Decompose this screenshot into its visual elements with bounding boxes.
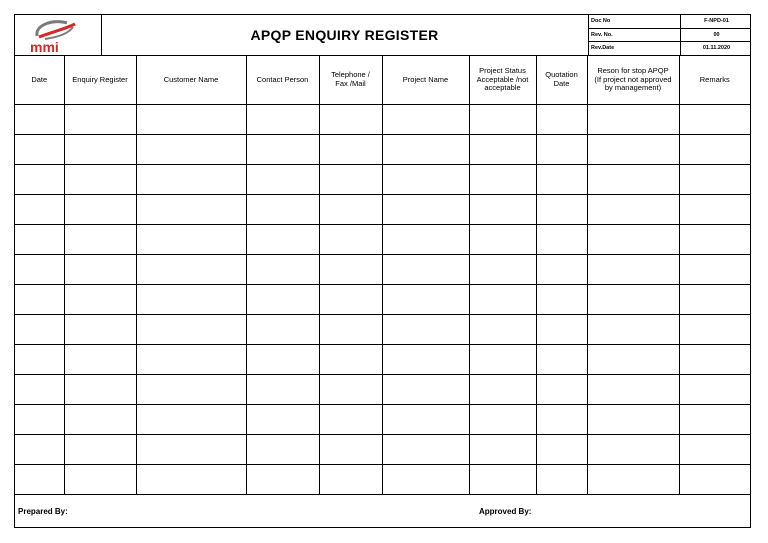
table-cell[interactable]	[382, 375, 469, 405]
table-cell[interactable]	[64, 165, 136, 195]
table-cell[interactable]	[15, 405, 64, 435]
table-row	[15, 465, 750, 495]
table-cell[interactable]	[679, 465, 750, 495]
table-cell[interactable]	[536, 195, 587, 225]
table-cell[interactable]	[319, 465, 382, 495]
table-cell[interactable]	[136, 375, 246, 405]
table-cell[interactable]	[382, 345, 469, 375]
table-cell[interactable]	[246, 435, 319, 465]
table-cell[interactable]	[319, 375, 382, 405]
table-cell[interactable]	[319, 285, 382, 315]
table-cell[interactable]	[136, 435, 246, 465]
table-cell[interactable]	[469, 225, 536, 255]
table-cell[interactable]	[382, 105, 469, 135]
company-logo	[15, 15, 102, 55]
table-row	[15, 165, 750, 195]
approved-by-label: Approved By:	[479, 507, 532, 516]
rev-date-value: 01.11.2020	[680, 42, 752, 55]
column-header-enquiry-register: Enquiry Register	[64, 56, 136, 105]
table-cell[interactable]	[15, 225, 64, 255]
table-row	[15, 135, 750, 165]
table-cell[interactable]	[15, 105, 64, 135]
mmi-logo-icon	[15, 15, 101, 55]
table-cell[interactable]	[469, 375, 536, 405]
table-cell[interactable]	[469, 405, 536, 435]
table-cell[interactable]	[319, 135, 382, 165]
table-cell[interactable]	[469, 165, 536, 195]
table-cell[interactable]	[136, 165, 246, 195]
table-cell[interactable]	[64, 195, 136, 225]
table-cell[interactable]	[64, 285, 136, 315]
doc-no-label: Doc No	[591, 18, 611, 24]
table-row	[15, 225, 750, 255]
table-cell[interactable]	[469, 255, 536, 285]
table-cell[interactable]	[64, 225, 136, 255]
table-cell[interactable]	[15, 195, 64, 225]
table-body	[15, 105, 750, 495]
table-cell[interactable]	[587, 375, 679, 405]
table-cell[interactable]	[469, 345, 536, 375]
table-cell[interactable]	[382, 195, 469, 225]
table-cell[interactable]	[246, 465, 319, 495]
table-cell[interactable]	[469, 135, 536, 165]
table-cell[interactable]	[587, 465, 679, 495]
table-cell[interactable]	[64, 435, 136, 465]
column-header-contact-person: Contact Person	[246, 56, 319, 105]
column-header-quotation-date: Quotation Date	[536, 56, 587, 105]
table-cell[interactable]	[536, 435, 587, 465]
table-cell[interactable]	[536, 375, 587, 405]
table-cell[interactable]	[469, 105, 536, 135]
column-header-project-name: Project Name	[382, 56, 469, 105]
table-cell[interactable]	[319, 105, 382, 135]
table-cell[interactable]	[319, 435, 382, 465]
table-cell[interactable]	[15, 375, 64, 405]
table-cell[interactable]	[587, 255, 679, 285]
table-cell[interactable]	[679, 315, 750, 345]
table-cell[interactable]	[679, 285, 750, 315]
table-row	[15, 315, 750, 345]
table-cell[interactable]	[536, 135, 587, 165]
table-cell[interactable]	[536, 465, 587, 495]
table-cell[interactable]	[136, 255, 246, 285]
table-cell[interactable]	[587, 435, 679, 465]
table-cell[interactable]	[136, 315, 246, 345]
table-header-row	[15, 56, 750, 105]
page-title: APQP ENQUIRY REGISTER	[250, 27, 439, 43]
table-cell[interactable]	[587, 165, 679, 195]
table-cell[interactable]	[15, 315, 64, 345]
table-cell[interactable]	[319, 225, 382, 255]
table-cell[interactable]	[536, 405, 587, 435]
table-cell[interactable]	[382, 255, 469, 285]
table-cell[interactable]	[15, 345, 64, 375]
table-cell[interactable]	[536, 225, 587, 255]
doc-no-row	[589, 15, 751, 28]
table-cell[interactable]	[136, 225, 246, 255]
table-cell[interactable]	[319, 195, 382, 225]
rev-date-row	[589, 41, 751, 55]
signature-footer	[15, 498, 750, 527]
table-cell[interactable]	[536, 105, 587, 135]
doc-no-value: F-NPD-01	[680, 15, 752, 28]
table-cell[interactable]	[679, 435, 750, 465]
enquiry-table	[15, 55, 750, 495]
table-cell[interactable]	[136, 405, 246, 435]
table-cell[interactable]	[587, 315, 679, 345]
table-cell[interactable]	[587, 405, 679, 435]
table-cell[interactable]	[136, 105, 246, 135]
table-cell[interactable]	[679, 135, 750, 165]
table-cell[interactable]	[319, 255, 382, 285]
table-cell[interactable]	[469, 465, 536, 495]
table-cell[interactable]	[64, 105, 136, 135]
table-cell[interactable]	[64, 135, 136, 165]
rev-no-value: 00	[680, 29, 752, 42]
table-cell[interactable]	[382, 465, 469, 495]
table-cell[interactable]	[15, 255, 64, 285]
table-cell[interactable]	[246, 195, 319, 225]
table-cell[interactable]	[15, 135, 64, 165]
table-cell[interactable]	[136, 345, 246, 375]
enquiry-register-sheet	[14, 14, 751, 528]
table-cell[interactable]	[319, 345, 382, 375]
table-cell[interactable]	[587, 105, 679, 135]
table-cell[interactable]	[319, 405, 382, 435]
table-cell[interactable]	[136, 285, 246, 315]
table-cell[interactable]	[64, 465, 136, 495]
table-cell[interactable]	[679, 375, 750, 405]
table-cell[interactable]	[382, 405, 469, 435]
column-header-remarks: Remarks	[679, 56, 750, 105]
column-header-customer-name: Customer Name	[136, 56, 246, 105]
table-cell[interactable]	[319, 165, 382, 195]
table-cell[interactable]	[64, 345, 136, 375]
table-cell[interactable]	[536, 345, 587, 375]
table-cell[interactable]	[136, 135, 246, 165]
table-cell[interactable]	[246, 135, 319, 165]
table-cell[interactable]	[679, 105, 750, 135]
table-cell[interactable]	[679, 225, 750, 255]
table-cell[interactable]	[382, 435, 469, 465]
table-cell[interactable]	[469, 315, 536, 345]
table-cell[interactable]	[15, 165, 64, 195]
table-cell[interactable]	[246, 255, 319, 285]
table-cell[interactable]	[382, 285, 469, 315]
document-control-block	[588, 15, 751, 55]
table-cell[interactable]	[246, 375, 319, 405]
table-cell[interactable]	[587, 225, 679, 255]
table-cell[interactable]	[246, 285, 319, 315]
table-row	[15, 405, 750, 435]
table-cell[interactable]	[64, 405, 136, 435]
table-cell[interactable]	[64, 315, 136, 345]
table-cell[interactable]	[246, 345, 319, 375]
table-row	[15, 195, 750, 225]
table-cell[interactable]	[319, 315, 382, 345]
table-cell[interactable]	[382, 165, 469, 195]
table-cell[interactable]	[679, 405, 750, 435]
logo-text: mmi	[30, 39, 59, 55]
table-cell[interactable]	[15, 285, 64, 315]
rev-date-label: Rev.Date	[591, 45, 615, 51]
table-row	[15, 435, 750, 465]
table-cell[interactable]	[536, 315, 587, 345]
table-row	[15, 375, 750, 405]
table-cell[interactable]	[246, 315, 319, 345]
table-cell[interactable]	[536, 255, 587, 285]
table-cell[interactable]	[64, 375, 136, 405]
table-cell[interactable]	[679, 255, 750, 285]
table-row	[15, 285, 750, 315]
table-cell[interactable]	[382, 135, 469, 165]
table-cell[interactable]	[469, 195, 536, 225]
table-row	[15, 345, 750, 375]
table-cell[interactable]	[246, 105, 319, 135]
table-cell[interactable]	[469, 435, 536, 465]
table-cell[interactable]	[587, 285, 679, 315]
column-header-reason-for-stop: Reson for stop APQP (If project not approved by management)	[587, 56, 679, 105]
prepared-by-label: Prepared By:	[18, 507, 68, 516]
column-header-project-status: Project Status Acceptable /not acceptable	[469, 56, 536, 105]
table-cell[interactable]	[587, 345, 679, 375]
table-cell[interactable]	[679, 165, 750, 195]
table-cell[interactable]	[246, 225, 319, 255]
column-header-telephone-fax-mail: Telephone / Fax /Mail	[319, 56, 382, 105]
table-cell[interactable]	[15, 435, 64, 465]
table-cell[interactable]	[15, 465, 64, 495]
form-header	[15, 15, 750, 56]
table-cell[interactable]	[246, 405, 319, 435]
rev-no-label: Rev. No.	[591, 32, 613, 38]
table-cell[interactable]	[382, 225, 469, 255]
table-cell[interactable]	[136, 465, 246, 495]
table-cell[interactable]	[246, 165, 319, 195]
table-cell[interactable]	[136, 195, 246, 225]
rev-no-row	[589, 28, 751, 42]
table-cell[interactable]	[587, 195, 679, 225]
table-cell[interactable]	[64, 255, 136, 285]
table-cell[interactable]	[536, 165, 587, 195]
table-cell[interactable]	[679, 195, 750, 225]
column-header-date: Date	[15, 56, 64, 105]
table-row	[15, 105, 750, 135]
table-row	[15, 255, 750, 285]
table-cell[interactable]	[679, 345, 750, 375]
table-cell[interactable]	[382, 315, 469, 345]
table-cell[interactable]	[587, 135, 679, 165]
table-cell[interactable]	[469, 285, 536, 315]
table-cell[interactable]	[536, 285, 587, 315]
